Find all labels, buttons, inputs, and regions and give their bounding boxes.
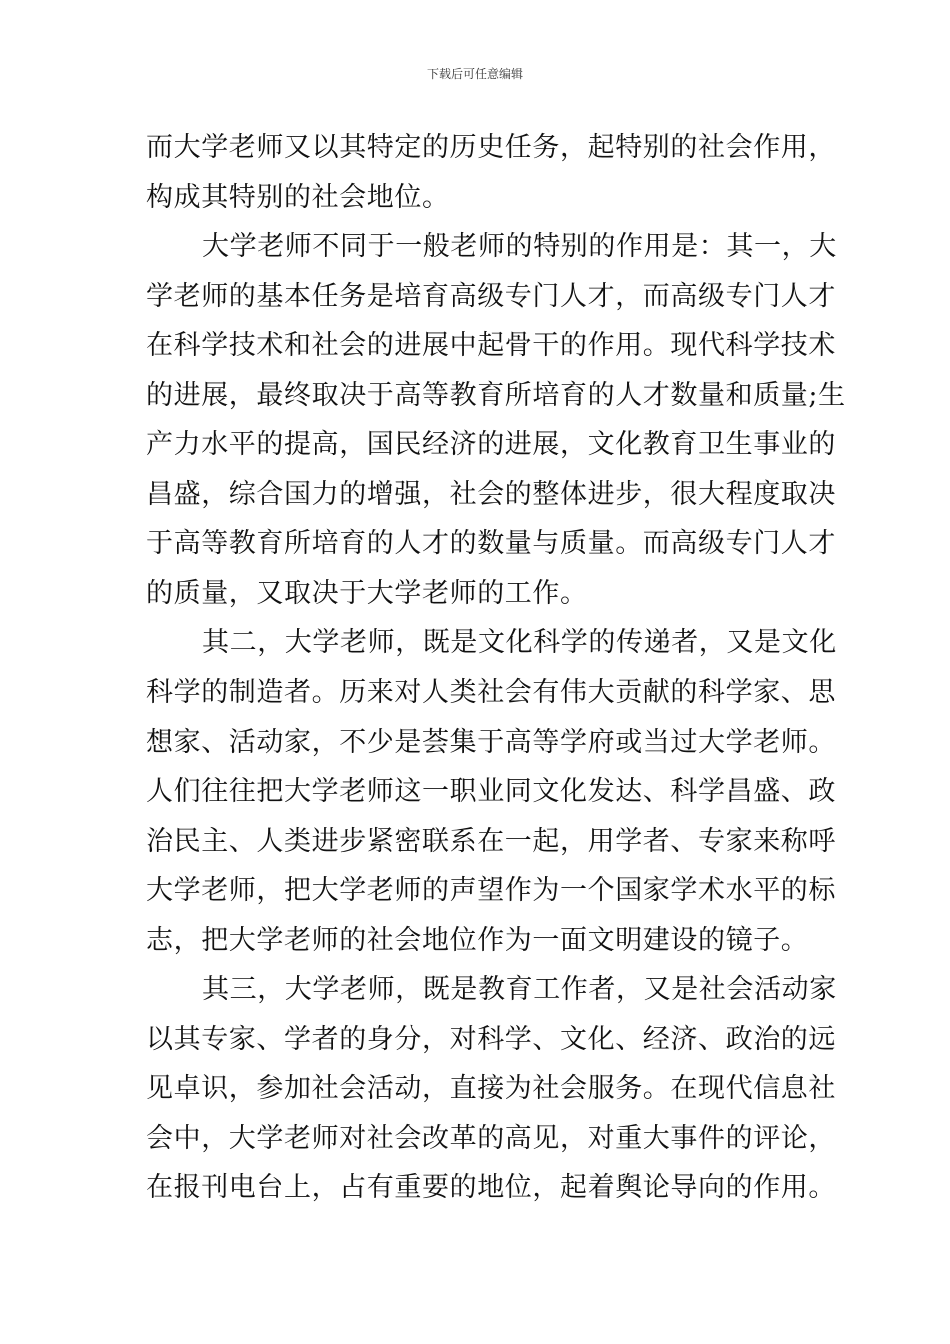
text-line: 昌盛，综合国力的增强，社会的整体进步，很大程度取决 xyxy=(146,478,836,510)
text-line: 在报刊电台上，占有重要的地位，起着舆论导向的作用。 xyxy=(146,1172,836,1204)
paragraph-first-line: 大学老师不同于一般老师的特别的作用是：其一，大 xyxy=(202,231,837,263)
text-line: 会中，大学老师对社会改革的高见，对重大事件的评论， xyxy=(146,1122,836,1154)
text-line: 科学的制造者。历来对人类社会有伟大贡献的科学家、思 xyxy=(146,677,836,709)
text-line: 以其专家、学者的身分，对科学、文化、经济、政治的远 xyxy=(146,1023,836,1055)
text-line: 志，把大学老师的社会地位作为一面文明建设的镜子。 xyxy=(146,924,809,956)
text-line: 构成其特别的社会地位。 xyxy=(146,181,450,213)
text-line: 产力水平的提高，国民经济的进展，文化教育卫生事业的 xyxy=(146,429,836,461)
text-line: 见卓识，参加社会活动，直接为社会服务。在现代信息社 xyxy=(146,1073,836,1105)
text-line: 在科学技术和社会的进展中起骨干的作用。现代科学技术 xyxy=(146,330,836,362)
text-line: 的质量，又取决于大学老师的工作。 xyxy=(146,577,588,609)
document-body xyxy=(146,123,846,1213)
text-line: 想家、活动家，不少是荟集于高等学府或当过大学老师。 xyxy=(146,726,836,758)
text-line: 于高等教育所培育的人才的数量与质量。而高级专门人才 xyxy=(146,528,836,560)
text-line: 而大学老师又以其特定的历史任务，起特别的社会作用， xyxy=(146,132,836,163)
text-line: 的进展，最终取决于高等教育所培育的人才数量和质量;生 xyxy=(146,379,846,411)
page-header-note: 下载后可任意编辑 xyxy=(426,67,523,81)
text-line: 人们往往把大学老师这一职业同文化发达、科学昌盛、政 xyxy=(146,776,836,808)
text-line: 治民主、人类进步紧密联系在一起，用学者、专家来称呼 xyxy=(146,825,836,857)
paragraph-first-line: 其三，大学老师，既是教育工作者，又是社会活动家 xyxy=(202,974,837,1006)
paragraph-first-line: 其二，大学老师，既是文化科学的传递者，又是文化 xyxy=(202,627,837,659)
text-line: 大学老师，把大学老师的声望作为一个国家学术水平的标 xyxy=(146,875,836,907)
text-line: 学老师的基本任务是培育高级专门人才，而高级专门人才 xyxy=(146,280,836,312)
